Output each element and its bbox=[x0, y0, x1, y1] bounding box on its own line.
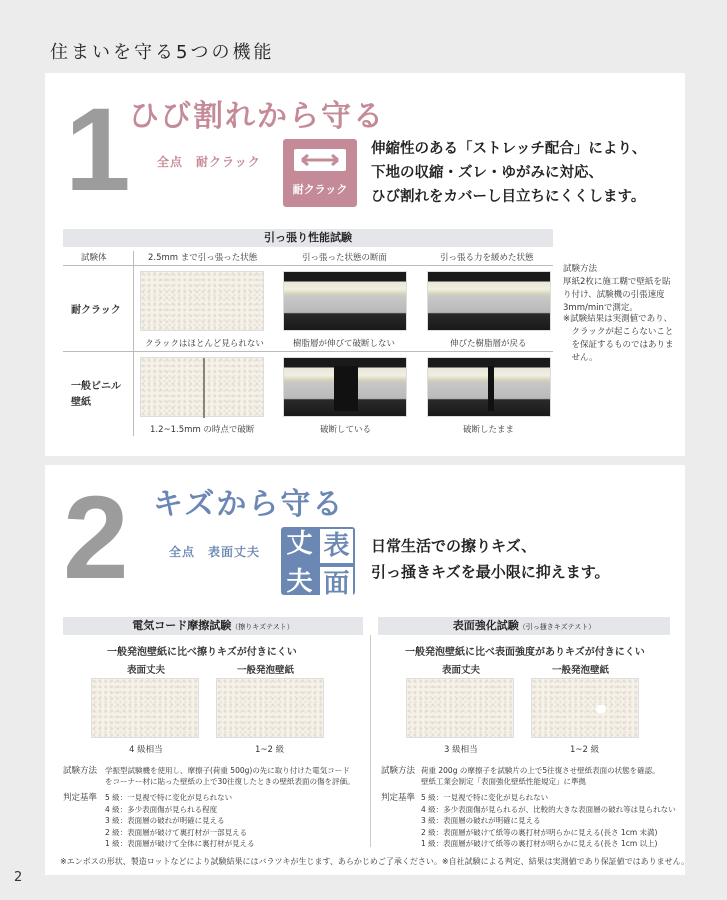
crack-stretched-photo bbox=[140, 271, 264, 331]
right-criteria: 5 級：一見視で特に変化が見られない 4 級：多少表面傷が見られるが、比較的大きな表面層の破れ等は見られない 3 級：表面層の破れが明確に見える 2 級：表面層が破けて紙等の裏打材が明らかに見える(長さ 1cm 未満) 1 級：表面層が破けて紙等の裏打材が明らかに見える(長さ 1cm 以上) bbox=[421, 793, 676, 848]
right-criteria-label: 判定基準 bbox=[381, 793, 416, 803]
section-number-2: 2 bbox=[63, 472, 129, 604]
footer-disclaimer: ※エンボスの形状、製造ロットなどにより試験結果にはバラツキが生じます、あらかじめご了承ください。※自社試験による判定、結果は実測値であり保証値ではありません。 bbox=[60, 857, 690, 866]
left-sample-name-1: 表面丈夫 bbox=[127, 665, 166, 676]
section1-description: 伸縮性のある「ストレッチ配合」により、 下地の収縮・ズレ・ゆがみに対応、 ひび割れをカバーし目立ちにくくします。 bbox=[371, 141, 647, 205]
section1-subtitle: 全点 耐クラック bbox=[157, 155, 261, 169]
left-method-label: 試験方法 bbox=[63, 766, 98, 776]
left-grade-1: 4 級相当 bbox=[129, 745, 163, 755]
col-header-stretched: 2.5mm まで引っ張った状態 bbox=[148, 253, 258, 263]
vinyl-caption-1: 1.2~1.5mm の時点で破断 bbox=[150, 425, 255, 435]
vinyl-caption-2: 破断している bbox=[320, 425, 372, 435]
crack-cross-section-photo bbox=[283, 271, 407, 331]
crack-caption-3: 伸びた樹脂層が戻る bbox=[450, 339, 527, 349]
badge-label: 耐クラック bbox=[292, 183, 348, 196]
crack-caption-1: クラックはほとんど見られない bbox=[145, 339, 264, 349]
right-sample-name-1: 表面丈夫 bbox=[442, 665, 481, 676]
right-grade-2: 1~2 級 bbox=[570, 745, 600, 755]
badge-char: 夫 bbox=[286, 567, 313, 597]
crack-resistance-badge bbox=[283, 139, 357, 207]
badge-char: 面 bbox=[320, 567, 353, 601]
section-number-1: 1 bbox=[65, 84, 131, 216]
badge-char: 丈 bbox=[286, 529, 313, 559]
section-scratch-card bbox=[45, 465, 685, 875]
surface-strength-lead: 一般発泡壁紙に比べ表面強度がありキズが付きにくい bbox=[405, 647, 645, 658]
left-sample-photo-2 bbox=[216, 678, 324, 738]
surface-strength-badge bbox=[281, 527, 355, 599]
cord-abrasion-lead: 一般発泡壁紙に比べ擦りキズが付きにくい bbox=[107, 647, 297, 658]
test-method-note: 厚紙2枚に施工糊で壁紙を貼 り付け、試験機の引張速度 3mm/minで測定。 bbox=[563, 277, 671, 313]
section2-subtitle: 全点 表面丈夫 bbox=[169, 545, 261, 559]
left-grade-2: 1~2 級 bbox=[255, 745, 285, 755]
surface-strength-test-title: 表面強化試験（引っ掻きキズテスト） bbox=[378, 617, 670, 635]
col-header-specimen: 試験体 bbox=[81, 253, 107, 263]
vinyl-released-photo bbox=[427, 357, 551, 417]
section-crack-card bbox=[45, 73, 685, 456]
right-method: 荷重 200g の摩擦子を試験片の上で5往復させ壁紙表面の状態を確認。 壁紙工業会制定「表面強化壁紙性能規定」に準拠 bbox=[421, 766, 660, 786]
row-label-crack: 耐クラック bbox=[71, 305, 121, 316]
vinyl-caption-3: 破断したまま bbox=[463, 425, 515, 435]
right-sample-photo-2 bbox=[531, 678, 639, 738]
cord-abrasion-test-title: 電気コード摩擦試験（擦りキズテスト） bbox=[63, 617, 363, 635]
left-method: 学振型試験機を使用し、摩擦子(荷重 500g)の先に取り付けた電気コード をコーナー材に貼った壁紙の上で30往復したときの壁紙表面の傷を評価。 bbox=[105, 766, 355, 786]
test-method-label: 試験方法 bbox=[563, 264, 598, 274]
section1-headline: ひび割れから守る bbox=[129, 99, 385, 134]
left-criteria: 5 級：一見視で特に変化が見られない 4 級：多少表面傷が見られる程度 3 級：表面層の破れが明確に見える 2 級：表面層が破けて裏打材が一部見える 1 級：表面層が破けて全体に裏打材が見える bbox=[105, 793, 255, 848]
badge-char: 表 bbox=[320, 529, 353, 563]
page-title: 住まいを守る5つの機能 bbox=[50, 42, 275, 63]
right-method-label: 試験方法 bbox=[381, 766, 416, 776]
section2-description: 日常生活での擦りキズ、 引っ掻きキズを最小限に抑えます。 bbox=[371, 537, 610, 581]
left-criteria-label: 判定基準 bbox=[63, 793, 98, 803]
stretch-arrow-icon bbox=[290, 145, 350, 175]
row-label-vinyl: 一般ビニル 壁紙 bbox=[71, 381, 121, 408]
tensile-test-title: 引っ張り性能試験 bbox=[63, 229, 553, 247]
right-sample-name-2: 一般発泡壁紙 bbox=[552, 665, 610, 676]
col-header-released: 引っ張る力を緩めた状態 bbox=[440, 253, 534, 263]
test-disclaimer-note: ※試験結果は実測値であり、 クラックが起こらないこと を保証するものではありま せん。 bbox=[563, 314, 674, 363]
page-number: 2 bbox=[14, 870, 23, 885]
left-sample-photo-1 bbox=[91, 678, 199, 738]
right-sample-photo-1 bbox=[406, 678, 514, 738]
col-header-cross-section: 引っ張った状態の断面 bbox=[302, 253, 388, 263]
left-sample-name-2: 一般発泡壁紙 bbox=[237, 665, 295, 676]
crack-caption-2: 樹脂層が伸びて破断しない bbox=[293, 339, 396, 349]
right-grade-1: 3 級相当 bbox=[444, 745, 478, 755]
vinyl-stretched-photo bbox=[140, 357, 264, 417]
crack-released-photo bbox=[427, 271, 551, 331]
section2-headline: キズから守る bbox=[153, 487, 345, 522]
vinyl-cross-section-photo bbox=[283, 357, 407, 417]
